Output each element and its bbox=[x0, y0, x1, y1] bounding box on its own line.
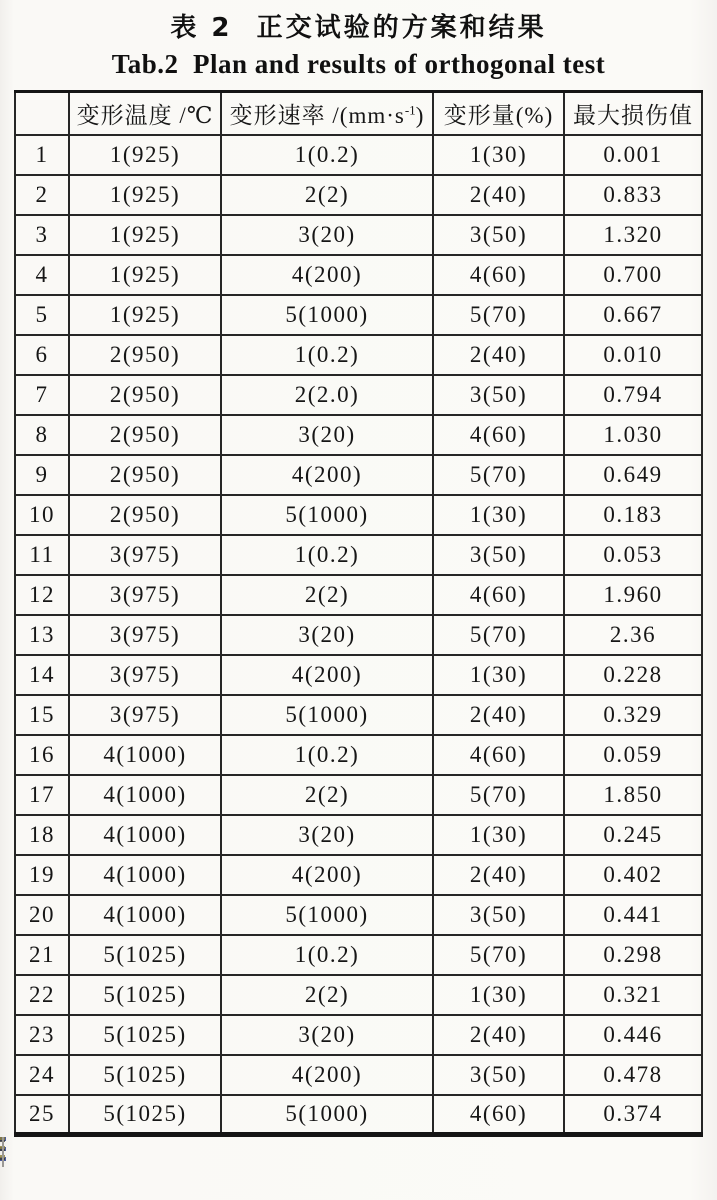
deformation-rate-cell: 1(0.2) bbox=[221, 535, 433, 575]
deformation-temperature-cell: 2(950) bbox=[69, 415, 221, 455]
deformation-rate-cell: 4(200) bbox=[221, 255, 433, 295]
run-number-cell: 10 bbox=[15, 495, 69, 535]
scan-artifact-stripe-marks bbox=[0, 1137, 5, 1163]
max-damage-cell: 1.960 bbox=[564, 575, 702, 615]
deformation-rate-cell: 3(20) bbox=[221, 1015, 433, 1055]
deformation-temperature-cell: 3(975) bbox=[69, 655, 221, 695]
run-number-cell: 2 bbox=[15, 175, 69, 215]
header-max-damage: 最大损伤值 bbox=[564, 92, 702, 135]
deformation-temperature-cell: 4(1000) bbox=[69, 895, 221, 935]
run-number-cell: 17 bbox=[15, 775, 69, 815]
deformation-amount-cell: 2(40) bbox=[433, 335, 564, 375]
run-number-cell: 13 bbox=[15, 615, 69, 655]
max-damage-cell: 0.402 bbox=[564, 855, 702, 895]
table-row bbox=[15, 1095, 702, 1135]
table-row bbox=[15, 215, 702, 255]
deformation-amount-cell: 3(50) bbox=[433, 215, 564, 255]
max-damage-cell: 0.374 bbox=[564, 1095, 702, 1135]
orthogonal-test-table bbox=[14, 90, 703, 1137]
header-deformation-temperature: 变形温度 /℃ bbox=[69, 92, 221, 135]
scanned-page bbox=[0, 7, 717, 1200]
deformation-amount-cell: 2(40) bbox=[433, 855, 564, 895]
deformation-temperature-cell: 4(1000) bbox=[69, 775, 221, 815]
table-row bbox=[15, 1015, 702, 1055]
deformation-amount-cell: 2(40) bbox=[433, 695, 564, 735]
superscript: -1 bbox=[404, 102, 416, 118]
deformation-amount-cell: 2(40) bbox=[433, 175, 564, 215]
max-damage-cell: 0.794 bbox=[564, 375, 702, 415]
deformation-amount-cell: 1(30) bbox=[433, 135, 564, 175]
table-row bbox=[15, 615, 702, 655]
deformation-amount-cell: 4(60) bbox=[433, 255, 564, 295]
max-damage-cell: 0.649 bbox=[564, 455, 702, 495]
deformation-temperature-cell: 4(1000) bbox=[69, 735, 221, 775]
table-row bbox=[15, 855, 702, 895]
deformation-amount-cell: 1(30) bbox=[433, 975, 564, 1015]
deformation-temperature-cell: 5(1025) bbox=[69, 1095, 221, 1135]
deformation-rate-cell: 3(20) bbox=[221, 815, 433, 855]
scan-artifact-gray-line bbox=[2, 1137, 4, 1167]
deformation-temperature-cell: 1(925) bbox=[69, 295, 221, 335]
deformation-temperature-cell: 3(975) bbox=[69, 535, 221, 575]
max-damage-cell: 0.833 bbox=[564, 175, 702, 215]
scan-artifact-blue-marks bbox=[0, 1137, 6, 1161]
table-row bbox=[15, 655, 702, 695]
deformation-amount-cell: 4(60) bbox=[433, 575, 564, 615]
deformation-amount-cell: 1(30) bbox=[433, 495, 564, 535]
deformation-temperature-cell: 5(1025) bbox=[69, 935, 221, 975]
deformation-rate-cell: 2(2) bbox=[221, 975, 433, 1015]
deformation-rate-cell: 5(1000) bbox=[221, 695, 433, 735]
table-row bbox=[15, 335, 702, 375]
max-damage-cell: 0.059 bbox=[564, 735, 702, 775]
run-number-cell: 14 bbox=[15, 655, 69, 695]
table-row bbox=[15, 135, 702, 175]
deformation-temperature-cell: 2(950) bbox=[69, 335, 221, 375]
max-damage-cell: 0.667 bbox=[564, 295, 702, 335]
deformation-amount-cell: 5(70) bbox=[433, 775, 564, 815]
run-number-cell: 18 bbox=[15, 815, 69, 855]
deformation-temperature-cell: 4(1000) bbox=[69, 855, 221, 895]
deformation-rate-cell: 5(1000) bbox=[221, 295, 433, 335]
deformation-amount-cell: 5(70) bbox=[433, 295, 564, 335]
deformation-rate-cell: 1(0.2) bbox=[221, 335, 433, 375]
deformation-amount-cell: 2(40) bbox=[433, 1015, 564, 1055]
max-damage-cell: 0.001 bbox=[564, 135, 702, 175]
max-damage-cell: 0.010 bbox=[564, 335, 702, 375]
max-damage-cell: 1.850 bbox=[564, 775, 702, 815]
deformation-temperature-cell: 1(925) bbox=[69, 215, 221, 255]
run-number-cell: 11 bbox=[15, 535, 69, 575]
table-row bbox=[15, 255, 702, 295]
table-row bbox=[15, 535, 702, 575]
deformation-rate-cell: 4(200) bbox=[221, 455, 433, 495]
deformation-rate-cell: 4(200) bbox=[221, 855, 433, 895]
deformation-amount-cell: 4(60) bbox=[433, 735, 564, 775]
deformation-rate-cell: 3(20) bbox=[221, 415, 433, 455]
deformation-rate-cell: 5(1000) bbox=[221, 895, 433, 935]
deformation-rate-cell: 3(20) bbox=[221, 215, 433, 255]
deformation-rate-cell: 2(2) bbox=[221, 175, 433, 215]
table-header bbox=[15, 92, 702, 135]
deformation-rate-cell: 4(200) bbox=[221, 655, 433, 695]
run-number-cell: 24 bbox=[15, 1055, 69, 1095]
deformation-temperature-cell: 4(1000) bbox=[69, 815, 221, 855]
deformation-amount-cell: 3(50) bbox=[433, 1055, 564, 1095]
max-damage-cell: 0.700 bbox=[564, 255, 702, 295]
deformation-temperature-cell: 5(1025) bbox=[69, 1055, 221, 1095]
deformation-temperature-cell: 1(925) bbox=[69, 175, 221, 215]
run-number-cell: 4 bbox=[15, 255, 69, 295]
run-number-cell: 7 bbox=[15, 375, 69, 415]
run-number-cell: 19 bbox=[15, 855, 69, 895]
table-row bbox=[15, 415, 702, 455]
table-row bbox=[15, 295, 702, 335]
table-row bbox=[15, 455, 702, 495]
run-number-cell: 1 bbox=[15, 135, 69, 175]
deformation-temperature-cell: 5(1025) bbox=[69, 1015, 221, 1055]
run-number-cell: 3 bbox=[15, 215, 69, 255]
table-row bbox=[15, 575, 702, 615]
deformation-temperature-cell: 5(1025) bbox=[69, 975, 221, 1015]
run-number-cell: 21 bbox=[15, 935, 69, 975]
table-row bbox=[15, 935, 702, 975]
table-header-row bbox=[15, 92, 702, 135]
run-number-cell: 12 bbox=[15, 575, 69, 615]
table-caption-en: Tab.2 Plan and results of orthogonal test bbox=[111, 49, 606, 79]
table-row bbox=[15, 735, 702, 775]
max-damage-cell: 0.298 bbox=[564, 935, 702, 975]
deformation-temperature-cell: 2(950) bbox=[69, 375, 221, 415]
run-number-cell: 23 bbox=[15, 1015, 69, 1055]
deformation-rate-cell: 2(2.0) bbox=[221, 375, 433, 415]
deformation-temperature-cell: 2(950) bbox=[69, 495, 221, 535]
table-row bbox=[15, 175, 702, 215]
table-row bbox=[15, 375, 702, 415]
run-number-cell: 6 bbox=[15, 335, 69, 375]
deformation-temperature-cell: 2(950) bbox=[69, 455, 221, 495]
deformation-temperature-cell: 1(925) bbox=[69, 135, 221, 175]
deformation-rate-cell: 5(1000) bbox=[221, 495, 433, 535]
table-body bbox=[15, 135, 702, 1135]
run-number-cell: 25 bbox=[15, 1095, 69, 1135]
table-row bbox=[15, 695, 702, 735]
max-damage-cell: 0.441 bbox=[564, 895, 702, 935]
deformation-rate-cell: 4(200) bbox=[221, 1055, 433, 1095]
run-number-cell: 15 bbox=[15, 695, 69, 735]
run-number-cell: 5 bbox=[15, 295, 69, 335]
deformation-temperature-cell: 3(975) bbox=[69, 615, 221, 655]
max-damage-cell: 2.36 bbox=[564, 615, 702, 655]
deformation-rate-cell: 1(0.2) bbox=[221, 135, 433, 175]
table-caption-zh: 表 2 正交试验的方案和结果 bbox=[170, 13, 547, 43]
run-number-cell: 8 bbox=[15, 415, 69, 455]
deformation-rate-cell: 2(2) bbox=[221, 575, 433, 615]
table-row bbox=[15, 895, 702, 935]
run-number-cell: 16 bbox=[15, 735, 69, 775]
max-damage-cell: 0.183 bbox=[564, 495, 702, 535]
run-number-cell: 20 bbox=[15, 895, 69, 935]
deformation-rate-cell: 2(2) bbox=[221, 775, 433, 815]
deformation-amount-cell: 3(50) bbox=[433, 535, 564, 575]
table-row bbox=[15, 815, 702, 855]
header-deformation-amount: 变形量(%) bbox=[433, 92, 564, 135]
deformation-amount-cell: 1(30) bbox=[433, 815, 564, 855]
header-deformation-rate: 变形速率 $/(mm\cdot s^{-1})$ bbox=[221, 92, 433, 135]
deformation-amount-cell: 1(30) bbox=[433, 655, 564, 695]
deformation-amount-cell: 5(70) bbox=[433, 615, 564, 655]
deformation-rate-cell: 3(20) bbox=[221, 615, 433, 655]
run-number-cell: 22 bbox=[15, 975, 69, 1015]
max-damage-cell: 0.321 bbox=[564, 975, 702, 1015]
max-damage-cell: 0.329 bbox=[564, 695, 702, 735]
deformation-rate-cell: 5(1000) bbox=[221, 1095, 433, 1135]
deformation-amount-cell: 3(50) bbox=[433, 895, 564, 935]
header-empty bbox=[15, 92, 69, 135]
max-damage-cell: 0.478 bbox=[564, 1055, 702, 1095]
deformation-temperature-cell: 1(925) bbox=[69, 255, 221, 295]
deformation-amount-cell: 5(70) bbox=[433, 935, 564, 975]
deformation-rate-cell: 1(0.2) bbox=[221, 935, 433, 975]
deformation-temperature-cell: 3(975) bbox=[69, 575, 221, 615]
max-damage-cell: 1.320 bbox=[564, 215, 702, 255]
max-damage-cell: 0.228 bbox=[564, 655, 702, 695]
deformation-amount-cell: 5(70) bbox=[433, 455, 564, 495]
max-damage-cell: 1.030 bbox=[564, 415, 702, 455]
table-row bbox=[15, 975, 702, 1015]
deformation-temperature-cell: 3(975) bbox=[69, 695, 221, 735]
run-number-cell: 9 bbox=[15, 455, 69, 495]
deformation-amount-cell: 3(50) bbox=[433, 375, 564, 415]
deformation-amount-cell: 4(60) bbox=[433, 1095, 564, 1135]
deformation-rate-cell: 1(0.2) bbox=[221, 735, 433, 775]
deformation-amount-cell: 4(60) bbox=[433, 415, 564, 455]
max-damage-cell: 0.245 bbox=[564, 815, 702, 855]
max-damage-cell: 0.446 bbox=[564, 1015, 702, 1055]
table-row bbox=[15, 775, 702, 815]
max-damage-cell: 0.053 bbox=[564, 535, 702, 575]
table-row bbox=[15, 1055, 702, 1095]
table-row bbox=[15, 495, 702, 535]
